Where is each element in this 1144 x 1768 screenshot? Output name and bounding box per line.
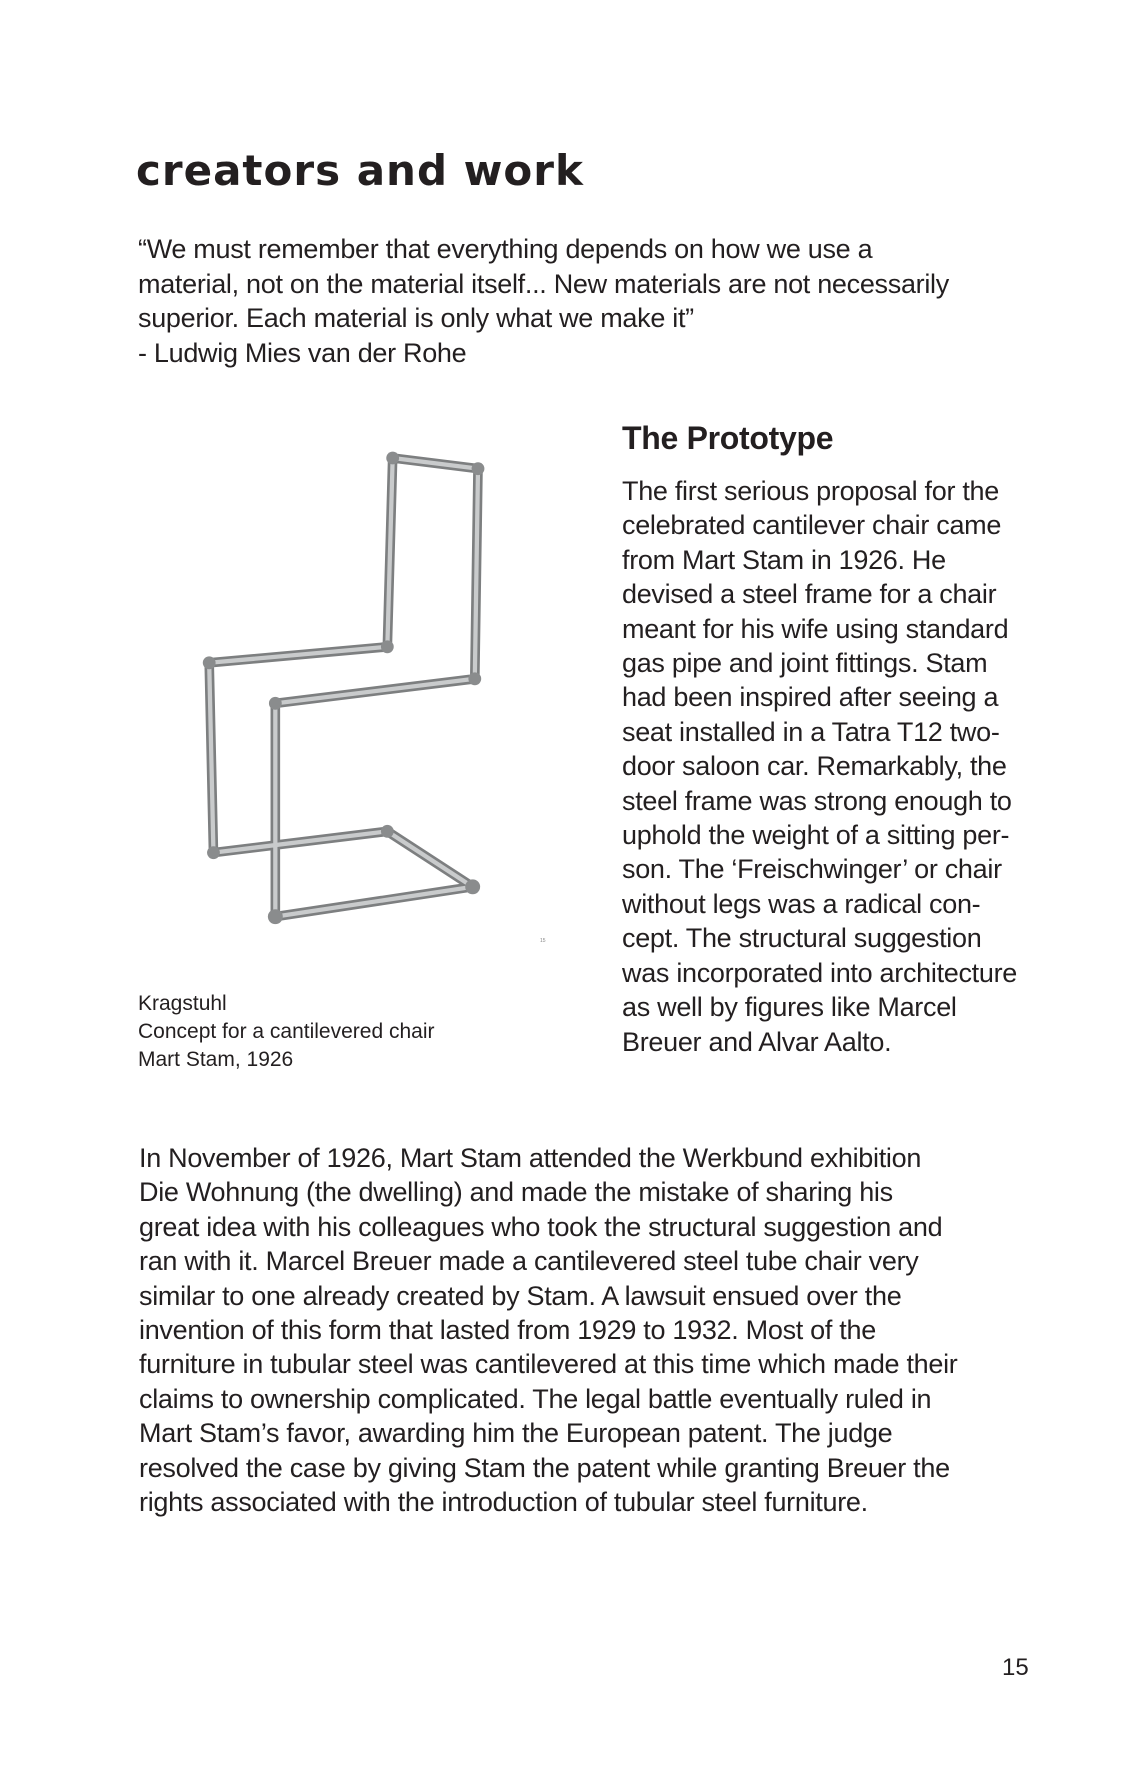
text-line: celebrated cantilever chair came bbox=[622, 510, 1002, 541]
text-line: Die Wohnung (the dwelling) and made the mistake of sharing his bbox=[139, 1177, 893, 1208]
prototype-heading: The Prototype bbox=[622, 420, 834, 456]
text-line: Breuer and Alvar Aalto. bbox=[622, 1026, 892, 1057]
caption-line: Concept for a cantilevered chair bbox=[138, 1020, 435, 1043]
text-line: without legs was a radical con- bbox=[622, 888, 981, 919]
image-mark: 15 bbox=[540, 938, 546, 944]
quote-line: “We must remember that everything depends on how we use a bbox=[138, 234, 873, 264]
text-line: devised a steel frame for a chair bbox=[622, 579, 997, 610]
text-line: from Mart Stam in 1926. He bbox=[622, 544, 946, 575]
text-line: In November of 1926, Mart Stam attended the Werkbund exhibition bbox=[139, 1143, 922, 1173]
text-line: similar to one already created by Stam. A lawsuit ensued over the bbox=[139, 1280, 902, 1311]
text-line: invention of this form that lasted from 1929 to 1932. Most of the bbox=[139, 1315, 876, 1346]
quote-line: material, not on the material itself... New materials are not necessarily bbox=[138, 268, 949, 299]
text-line: Mart Stam’s favor, awarding him the European patent. The judge bbox=[139, 1418, 893, 1449]
text-line: resolved the case by giving Stam the patent while granting Breuer the bbox=[139, 1452, 950, 1483]
text-line: had been inspired after seeing a bbox=[622, 682, 999, 713]
text-line: seat installed in a Tatra T12 two- bbox=[622, 716, 1000, 747]
quote-line: superior. Each material is only what we make it” bbox=[138, 303, 694, 333]
text-line: son. The ‘Freischwinger’ or chair bbox=[622, 854, 1002, 885]
figure-caption bbox=[138, 990, 435, 1074]
text-line: door saloon car. Remarkably, the bbox=[622, 751, 1007, 782]
text-line: meant for his wife using standard bbox=[622, 613, 1009, 644]
text-line: as well by figures like Marcel bbox=[622, 992, 957, 1023]
section-title: creators and work bbox=[136, 146, 584, 195]
text-line: furniture in tubular steel was cantilevered at this time which made their bbox=[139, 1349, 958, 1380]
text-line: gas pipe and joint fittings. Stam bbox=[622, 648, 988, 679]
page-number: 15 bbox=[1002, 1654, 1029, 1681]
text-line: claims to ownership complicated. The legal battle eventually ruled in bbox=[139, 1383, 932, 1414]
text-line: The first serious proposal for the bbox=[622, 476, 999, 506]
text-line: ran with it. Marcel Breuer made a cantilevered steel tube chair very bbox=[139, 1246, 919, 1277]
text-line: great idea with his colleagues who took the structural suggestion and bbox=[139, 1211, 943, 1242]
text-line: uphold the weight of a sitting per- bbox=[622, 820, 1010, 851]
quote-attribution: - Ludwig Mies van der Rohe bbox=[138, 337, 467, 368]
body-paragraph bbox=[139, 1141, 958, 1519]
text-line: cept. The structural suggestion bbox=[622, 923, 982, 954]
prototype-text bbox=[622, 474, 1017, 1059]
caption-line: Mart Stam, 1926 bbox=[138, 1048, 294, 1071]
chair-image bbox=[190, 430, 510, 950]
quote bbox=[138, 232, 949, 370]
text-line: steel frame was strong enough to bbox=[622, 785, 1012, 816]
caption-line: Kragstuhl bbox=[138, 992, 227, 1015]
text-line: rights associated with the introduction of tubular steel furniture. bbox=[139, 1487, 868, 1518]
text-line: was incorporated into architecture bbox=[622, 957, 1018, 988]
